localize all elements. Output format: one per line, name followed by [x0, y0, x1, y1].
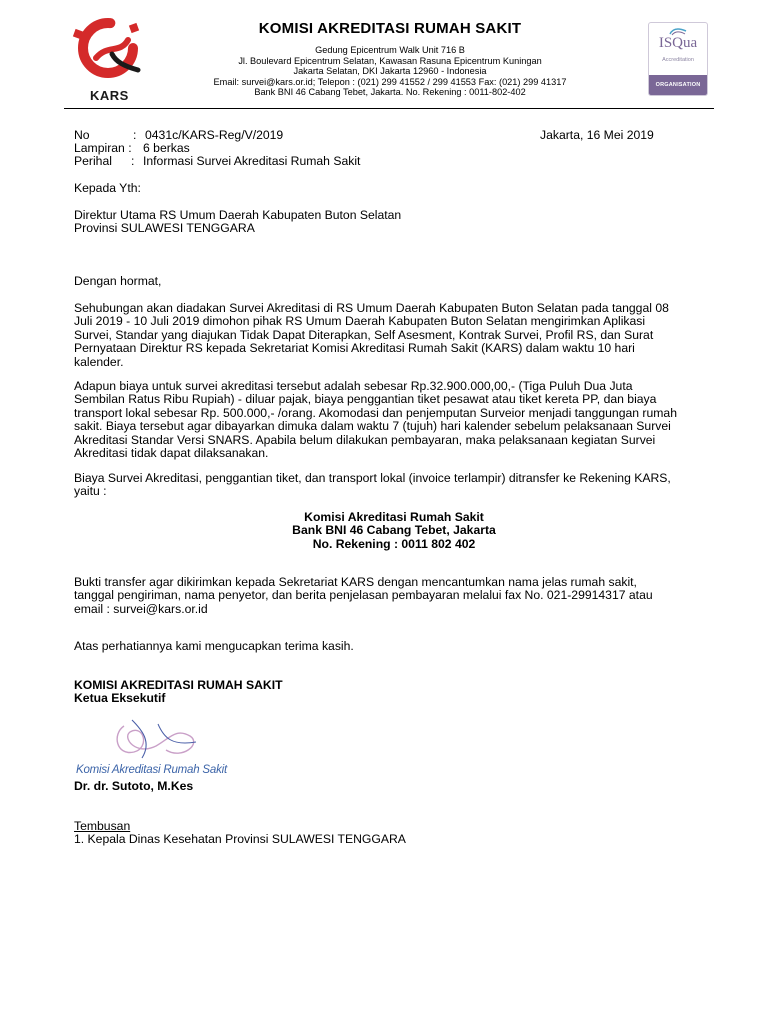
tembusan-label: Tembusan — [74, 819, 131, 833]
signature-role: Ketua Eksekutif — [74, 691, 166, 705]
isqua-accreditation: Accreditation — [662, 57, 694, 63]
signature-stamp — [72, 716, 242, 782]
bank-account-number: No. Rekening : 0011 802 402 — [312, 536, 476, 551]
paragraph-1 — [74, 302, 714, 369]
paragraph-line: email : survei@kars.or.id — [74, 601, 208, 616]
paragraph-line: Bukti transfer agar dikirimkan kepada Sekretariat KARS dengan mencantumkan nama jelas rumah sakit, — [74, 575, 637, 589]
header-divider — [64, 108, 714, 109]
paragraph-line: Biaya Survei Akreditasi, penggantian tiket, dan transport lokal (invoice terlampir) ditransfer ke Rekening KARS, — [74, 471, 671, 485]
closing-line: Atas perhatiannya kami mengucapkan terima kasih. — [74, 639, 354, 653]
paragraph-line: sakit. Biaya tersebut agar dibayarkan dimuka dalam waktu 7 (tujuh) hari kalender sebelum pelaksanaan Survei — [74, 419, 671, 434]
paragraph-line: Juli 2019 - 10 Juli 2019 dimohon pihak RS Umum Daerah Kabupaten Buton Selatan mengirimkan Aplikasi — [74, 314, 646, 329]
lampiran-label: Lampiran : — [74, 141, 132, 155]
contact-line: Email: survei@kars.or.id; Telepon : (021) 299 41552 / 299 41553 Fax: (021) 299 41317 — [213, 76, 567, 87]
letter-number: 0431c/KARS-Reg/V/2019 — [145, 128, 284, 142]
kars-logo — [68, 14, 152, 106]
paragraph-line: Akreditasi tidak dapat dilaksanakan. — [74, 446, 269, 461]
paragraph-line: Sehubungan akan diadakan Survei Akreditasi di RS Umum Daerah Kabupaten Buton Selatan pada tanggal 08 — [74, 301, 669, 315]
bank-line: Bank BNI 46 Cabang Tebet, Jakarta. No. Rekening : 0011-802-402 — [254, 87, 526, 98]
stamp-caption: Komisi Akreditasi Rumah Sakit — [76, 764, 227, 776]
paragraph-line: yaitu : — [74, 484, 107, 499]
isqua-organisation-band: ORGANISATION — [649, 75, 707, 96]
perihal-colon: : — [131, 154, 135, 168]
tembusan-item: 1. Kepala Dinas Kesehatan Provinsi SULAWESI TENGGARA — [74, 832, 406, 846]
signatory-name: Dr. dr. Sutoto, M.Kes — [74, 779, 194, 793]
letterhead — [160, 20, 620, 98]
bank-account-name: Komisi Akreditasi Rumah Sakit — [304, 510, 484, 524]
isqua-logo — [648, 22, 708, 96]
perihal-label: Perihal — [74, 154, 112, 168]
address-line: Jl. Boulevard Epicentrum Selatan, Kawasan Rasuna Epicentrum Kuningan — [238, 55, 542, 66]
kars-logo-text: KARS — [90, 88, 129, 103]
recipient-line: Direktur Utama RS Umum Daerah Kabupaten Buton Selatan — [74, 208, 402, 222]
paragraph-line: Sembilan Ratus Ribu Rupiah) - diluar pajak, biaya penggantian tiket pesawat atau tiket kereta PP, dan biaya — [74, 392, 657, 407]
letter-date: Jakarta, 16 Mei 2019 — [540, 128, 654, 142]
org-title: KOMISI AKREDITASI RUMAH SAKIT — [258, 20, 522, 37]
address-line: Jakarta Selatan, DKI Jakarta 12960 - Indonesia — [293, 66, 487, 77]
bank-name: Bank BNI 46 Cabang Tebet, Jakarta — [292, 523, 496, 538]
paragraph-line: Adapun biaya untuk survei akreditasi tersebut adalah sebesar Rp.32.900.000,00,- (Tiga Puluh Dua Juta — [74, 379, 633, 393]
paragraph-line: Survei, Standar yang diajukan Tidak Dapat Diterapkan, Self Asesment, Kontrak Survei, Profil RS, dan Surat — [74, 327, 654, 342]
paragraph-line: transport lokal sebesar Rp. 500.000,- /orang. Akomodasi dan penjemputan Surveior menjadi tanggungan rumah — [74, 405, 677, 420]
greeting: Dengan hormat, — [74, 274, 162, 288]
perihal-value: Informasi Survei Akreditasi Rumah Sakit — [143, 154, 361, 168]
paragraph-3 — [74, 472, 714, 499]
isqua-name: ISQua — [658, 35, 698, 51]
signature-scribble-icon — [72, 716, 242, 766]
signature-org: KOMISI AKREDITASI RUMAH SAKIT — [74, 678, 283, 692]
no-colon: : — [133, 128, 137, 142]
kepada-yth: Kepada Yth: — [74, 181, 141, 195]
lampiran-value: 6 berkas — [143, 141, 190, 155]
recipient-line: Provinsi SULAWESI TENGGARA — [74, 221, 255, 235]
paragraph-line: Pernyataan Direktur RS kepada Sekretariat Komisi Akreditasi Rumah Sakit (KARS) dalam waktu 10 hari — [74, 341, 635, 356]
address-line: Gedung Epicentrum Walk Unit 716 B — [315, 45, 465, 55]
kars-logo-icon — [68, 14, 152, 84]
paragraph-4 — [74, 576, 714, 616]
no-label: No — [74, 128, 90, 142]
bank-account-block — [74, 511, 714, 551]
paragraph-line: Akreditasi Standar Versi SNARS. Apabila belum dilakukan pembayaran, maka pelaksanaan kegiatan Survei — [74, 432, 656, 447]
paragraph-line: kalender. — [74, 354, 124, 369]
paragraph-2 — [74, 380, 714, 460]
paragraph-line: tanggal pengiriman, nama penyetor, dan berita penjelasan pembayaran melalui fax No. 021-29914317 atau — [74, 588, 653, 603]
